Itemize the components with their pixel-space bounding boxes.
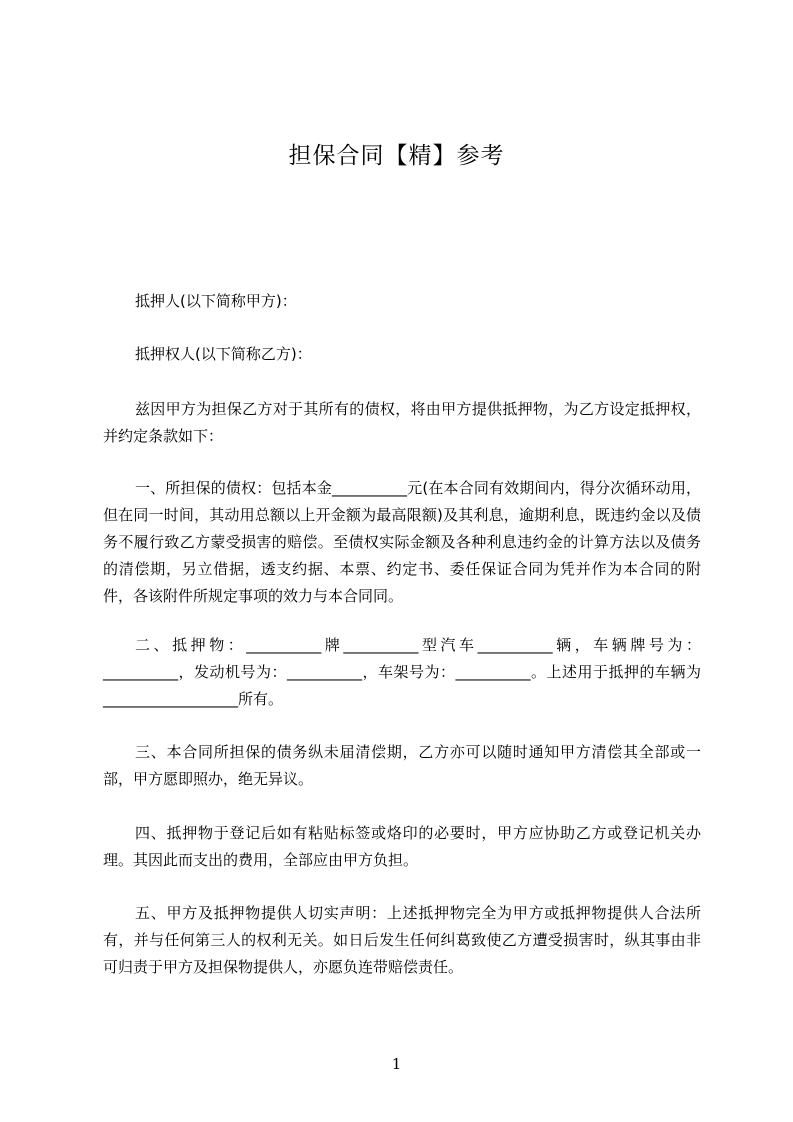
paragraph-clause-2: 二、抵押物：__________牌__________型汽车__________辆，车辆牌号为：__________，发动机号为：__________，车架号为：__________。上述用于抵押的车辆为__________________所有。 — [103, 636, 701, 708]
paragraph-clause-1: 一、所担保的债权：包括本金__________元(在本合同有效期间内，得分次循环动用，但在同一时间，其动用总额以上开金额为最高限额)及其利息，逾期利息，既违约金以及债务不履行致乙方蒙受损害的赔偿。至债权实际金额及各种利息违约金的计算方法以及债务的清偿期，另立借据，透支约据、本票、约定书、委任保证合同为凭并作为本合同的附件，各该附件所规定事项的效力与本合同同。 — [103, 479, 701, 605]
paragraph-mortgagee: 抵押权人(以下简称乙方)： — [135, 345, 312, 363]
paragraph-clause-4: 四、抵押物于登记后如有粘贴标签或烙印的必要时，甲方应协助乙方或登记机关办理。其因此而支出的费用，全部应由甲方负担。 — [103, 824, 701, 869]
document-title: 担保合同【精】参考 — [288, 143, 505, 169]
paragraph-clause-3: 三、本合同所担保的债务纵未届清偿期，乙方亦可以随时通知甲方清偿其全部或一部，甲方愿即照办，绝无异议。 — [103, 743, 701, 788]
paragraph-preamble: 兹因甲方为担保乙方对于其所有的债权，将由甲方提供抵押物，为乙方设定抵押权，并约定条款如下： — [103, 400, 701, 445]
paragraph-clause-5: 五、甲方及抵押物提供人切实声明：上述抵押物完全为甲方或抵押物提供人合法所有，并与任何第三人的权利无关。如日后发生任何纠葛致使乙方遭受损害时，纵其事由非可归责于甲方及担保物提供人，亦愿负连带赔偿责任。 — [103, 904, 701, 976]
paragraph-mortgagor: 抵押人(以下简称甲方)： — [135, 292, 297, 310]
page-number: 1 — [391, 1055, 402, 1073]
